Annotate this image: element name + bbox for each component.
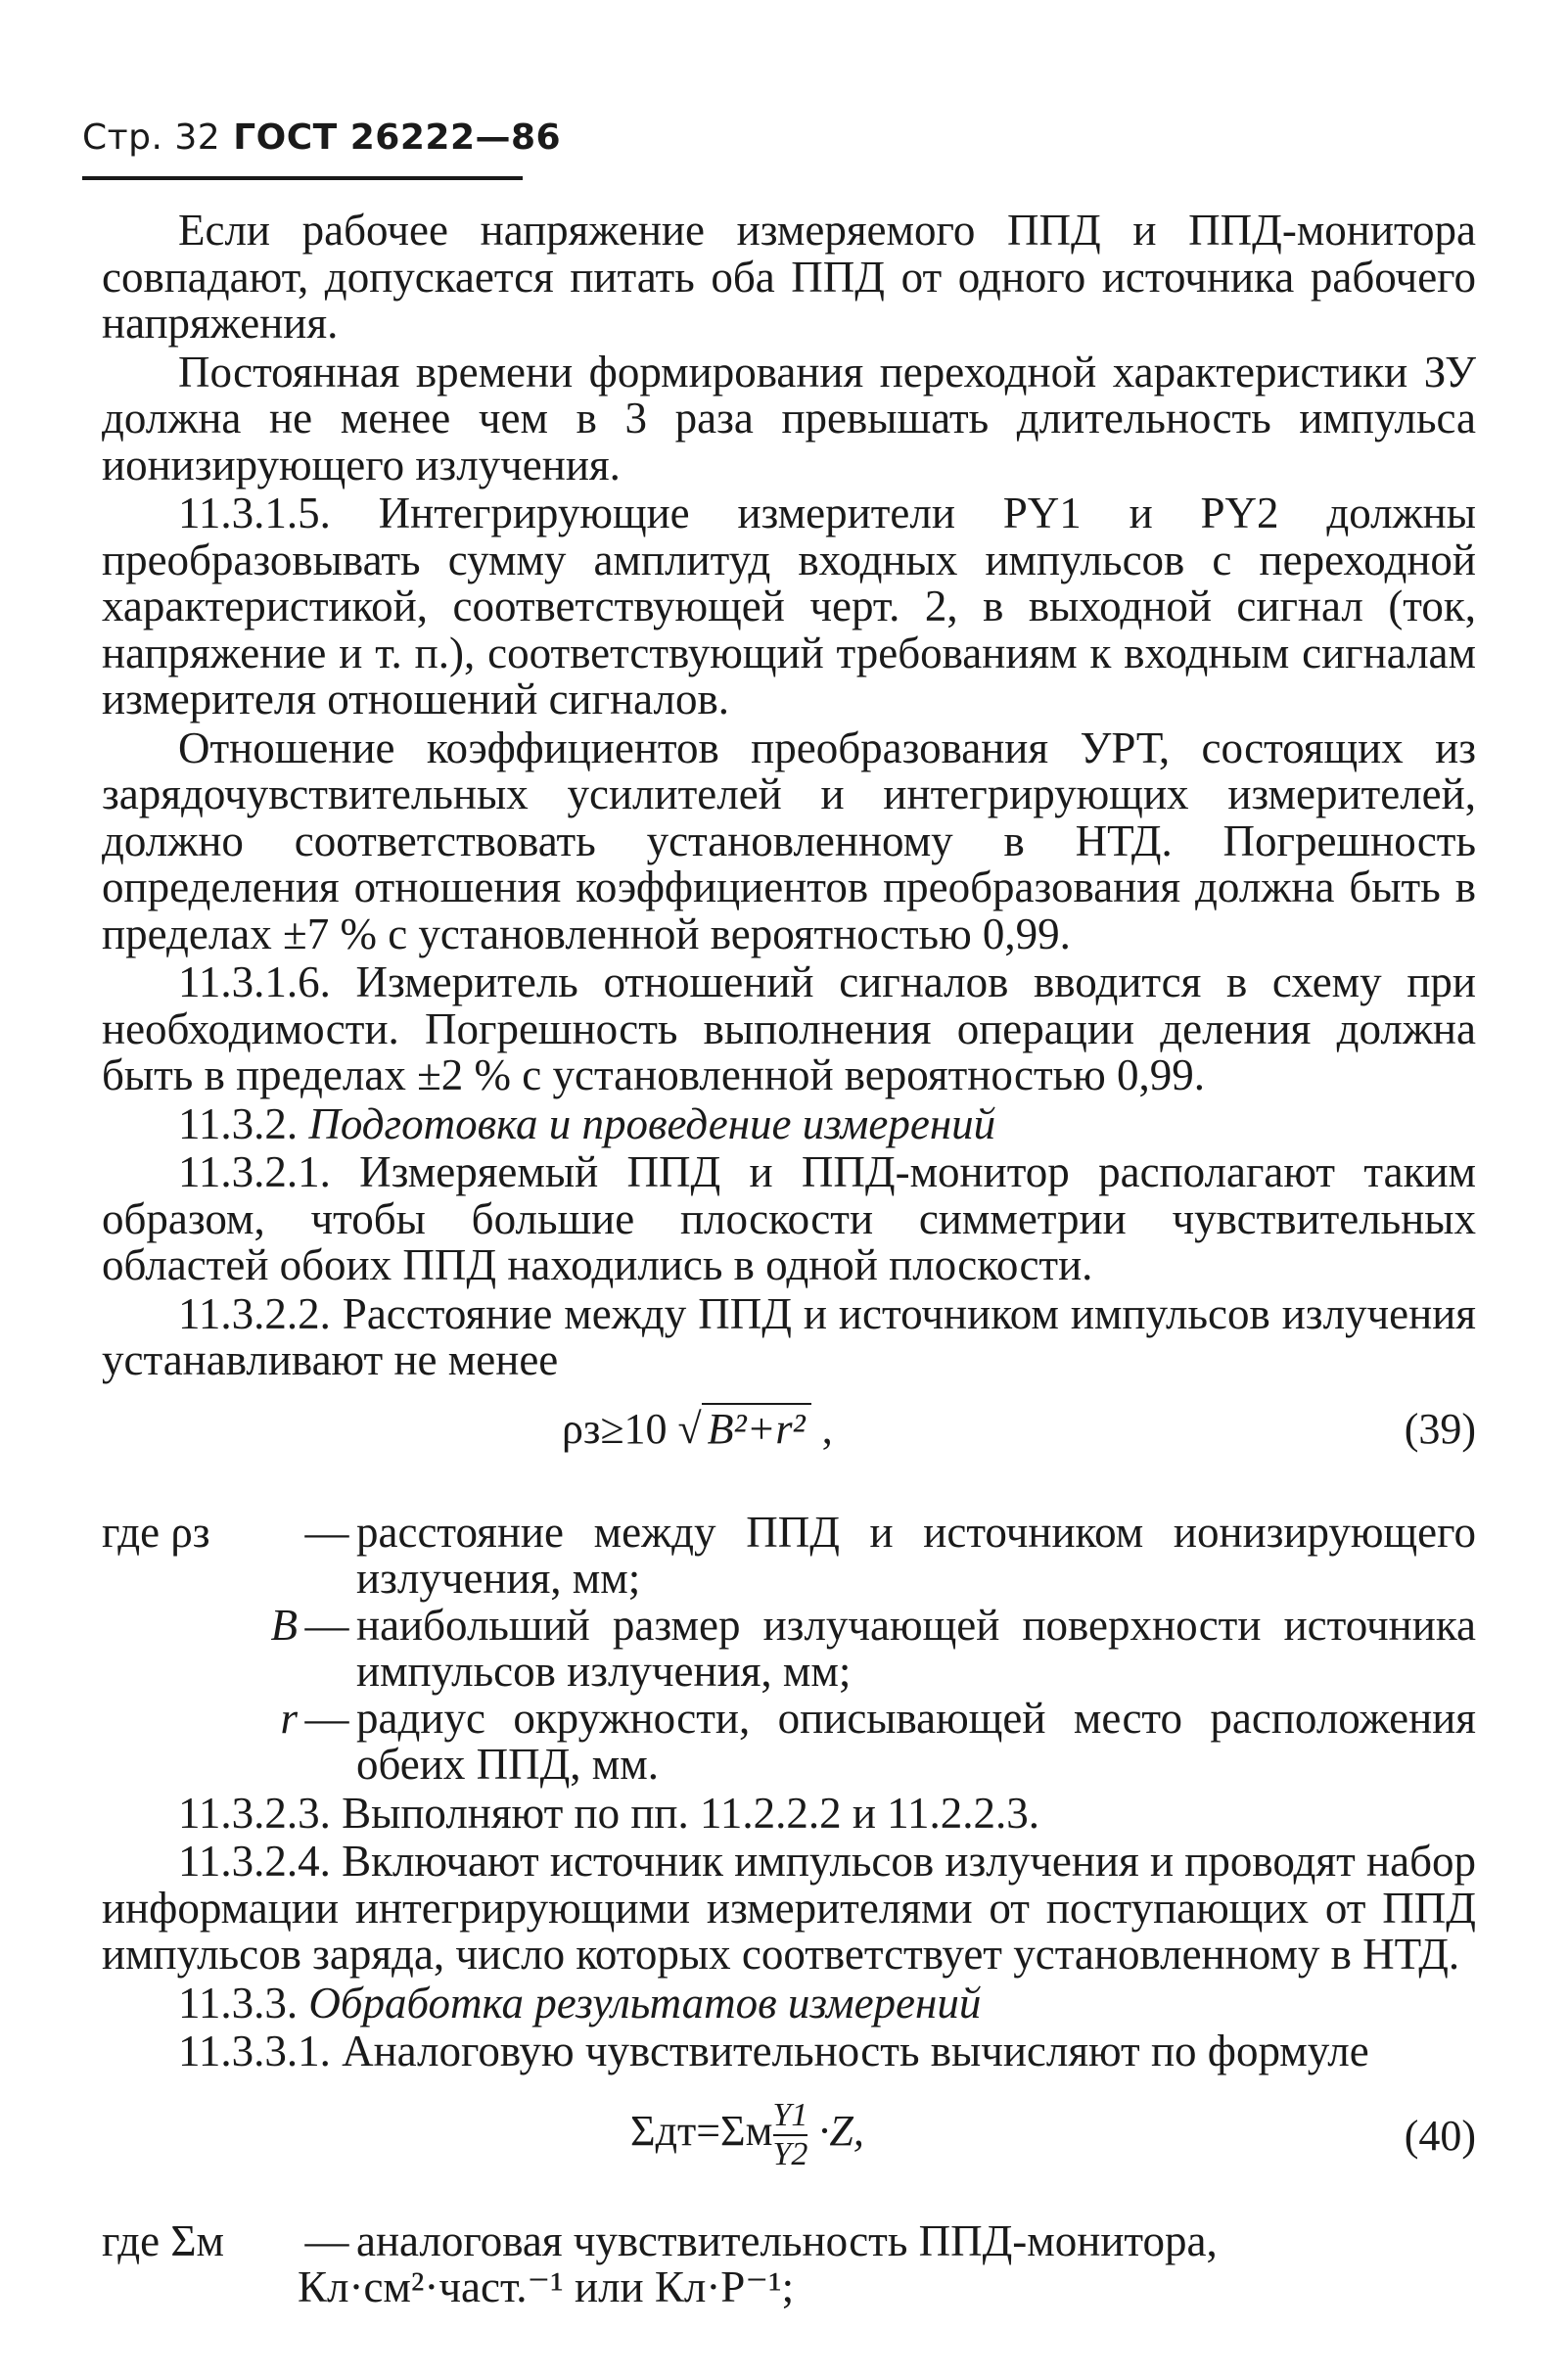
section-number: 11.3.3. bbox=[178, 1978, 299, 2027]
em-dash: — bbox=[304, 2215, 349, 2265]
where-continuation: Кл·см²·част.⁻¹ или Кл·Р⁻¹; bbox=[298, 2262, 795, 2311]
em-dash: — bbox=[304, 1507, 349, 1557]
fraction-numerator: Y1 bbox=[773, 2097, 808, 2136]
formula-39-number: (39) bbox=[1404, 1404, 1476, 1453]
where-item bbox=[102, 1693, 1476, 1789]
document-id: ГОСТ 26222—86 bbox=[233, 117, 562, 158]
paragraph: 11.3.2.2. Расстояние между ППД и источником импульсов излучения устанавливают не менее bbox=[102, 1288, 1476, 1384]
paragraph: 11.3.2.1. Измеряемый ППД и ППД-монитор располагают таким образом, чтобы большие плоскости симметрии чувствительных областей обоих ППД находились в одной плоскости. bbox=[102, 1147, 1476, 1289]
paragraph: 11.3.2.3. Выполняют по пп. 11.2.2.2 и 11.2.2.3. bbox=[178, 1788, 1039, 1838]
formula-40-lhs: Σдт=Σм bbox=[630, 2106, 773, 2155]
where-symbol: r bbox=[280, 1693, 298, 1743]
formula-39-tail: , bbox=[821, 1404, 833, 1453]
paragraph: Постоянная времени формирования переходной характеристики ЗУ должна не менее чем в 3 раза превышать длительность импульса ионизирующего излучения. bbox=[102, 347, 1476, 489]
where-description: наибольший размер излучающей поверхности источника импульсов излучения, мм; bbox=[356, 1600, 1476, 1696]
paragraph: 11.3.3.1. Аналоговую чувствительность вычисляют по формуле bbox=[178, 2027, 1369, 2075]
where-symbol: где Σм bbox=[102, 2215, 225, 2265]
where-list-40 bbox=[102, 2215, 1476, 2311]
where-list-39 bbox=[102, 1507, 1476, 1789]
sqrt-symbol: √ bbox=[677, 1404, 702, 1453]
where-description: радиус окружности, описывающей место расположения обеих ППД, мм. bbox=[356, 1693, 1476, 1789]
header-rule bbox=[82, 176, 523, 180]
formula-39-lhs: ρз≥10 bbox=[562, 1404, 668, 1453]
formula-39-expression bbox=[562, 1406, 833, 1453]
page-header bbox=[82, 117, 561, 158]
formula-40-fraction bbox=[773, 2097, 808, 2173]
where-symbol: B bbox=[270, 1600, 298, 1650]
formula-40-number: (40) bbox=[1404, 2111, 1476, 2160]
section-number: 11.3.2. bbox=[178, 1098, 299, 1148]
formula-39 bbox=[102, 1406, 1476, 1496]
where-description: расстояние между ППД и источником ионизирующего излучения, мм; bbox=[356, 1507, 1476, 1603]
page-number: Стр. 32 bbox=[82, 117, 221, 158]
formula-40-expression bbox=[630, 2097, 864, 2173]
section-heading bbox=[102, 1098, 1476, 1148]
em-dash: — bbox=[304, 1600, 349, 1650]
em-dash: — bbox=[304, 1693, 349, 1743]
where-description: аналоговая чувствительность ППД-монитора, bbox=[356, 2215, 1218, 2265]
document-body bbox=[102, 208, 1476, 2311]
section-title: Подготовка и проведение измерений bbox=[308, 1098, 996, 1148]
where-item bbox=[102, 2215, 1476, 2265]
where-symbol: где ρз bbox=[102, 1507, 210, 1557]
formula-39-radicand: B²+r² bbox=[702, 1403, 811, 1453]
paragraph: Отношение коэффициентов преобразования УРТ, состоящих из зарядочувствительных усилителей и интегрирующих измерителей, должно соответствовать установленному в НТД. Погрешность определения отношения коэффициентов преобразования должна быть в пределах ±7 % с установленной вероятностью 0,99. bbox=[102, 722, 1476, 958]
where-item bbox=[102, 1507, 1476, 1603]
paragraph: 11.3.2.4. Включают источник импульсов излучения и проводят набор информации интегрирующими измерителями от поступающих от ППД импульсов заряда, число которых соответствует установленному в НТД. bbox=[102, 1837, 1476, 1979]
section-title: Обработка результатов измерений bbox=[308, 1978, 982, 2027]
formula-40-tail: ·Z, bbox=[818, 2106, 864, 2155]
formula-40 bbox=[102, 2097, 1476, 2205]
fraction-denominator: Y2 bbox=[772, 2135, 808, 2172]
paragraph: 11.3.1.5. Интегрирующие измерители PY1 и PY2 должны преобразовывать сумму амплитуд входных импульсов с переходной характеристикой, соответствующей черт. 2, в выходной сигнал (ток, напряжение и т. п.), соответствующий требованиям к входным сигналам измерителя отношений сигналов. bbox=[102, 489, 1476, 723]
paragraph: Если рабочее напряжение измеряемого ППД и ППД-монитора совпадают, допускается питать оба ППД от одного источника рабочего напряжения. bbox=[102, 206, 1476, 348]
section-heading bbox=[102, 1978, 1476, 2027]
where-item bbox=[102, 1600, 1476, 1696]
paragraph: 11.3.1.6. Измеритель отношений сигналов вводится в схему при необходимости. Погрешность выполнения операции деления должна быть в пределах ±2 % с установленной вероятностью 0,99. bbox=[102, 957, 1476, 1099]
